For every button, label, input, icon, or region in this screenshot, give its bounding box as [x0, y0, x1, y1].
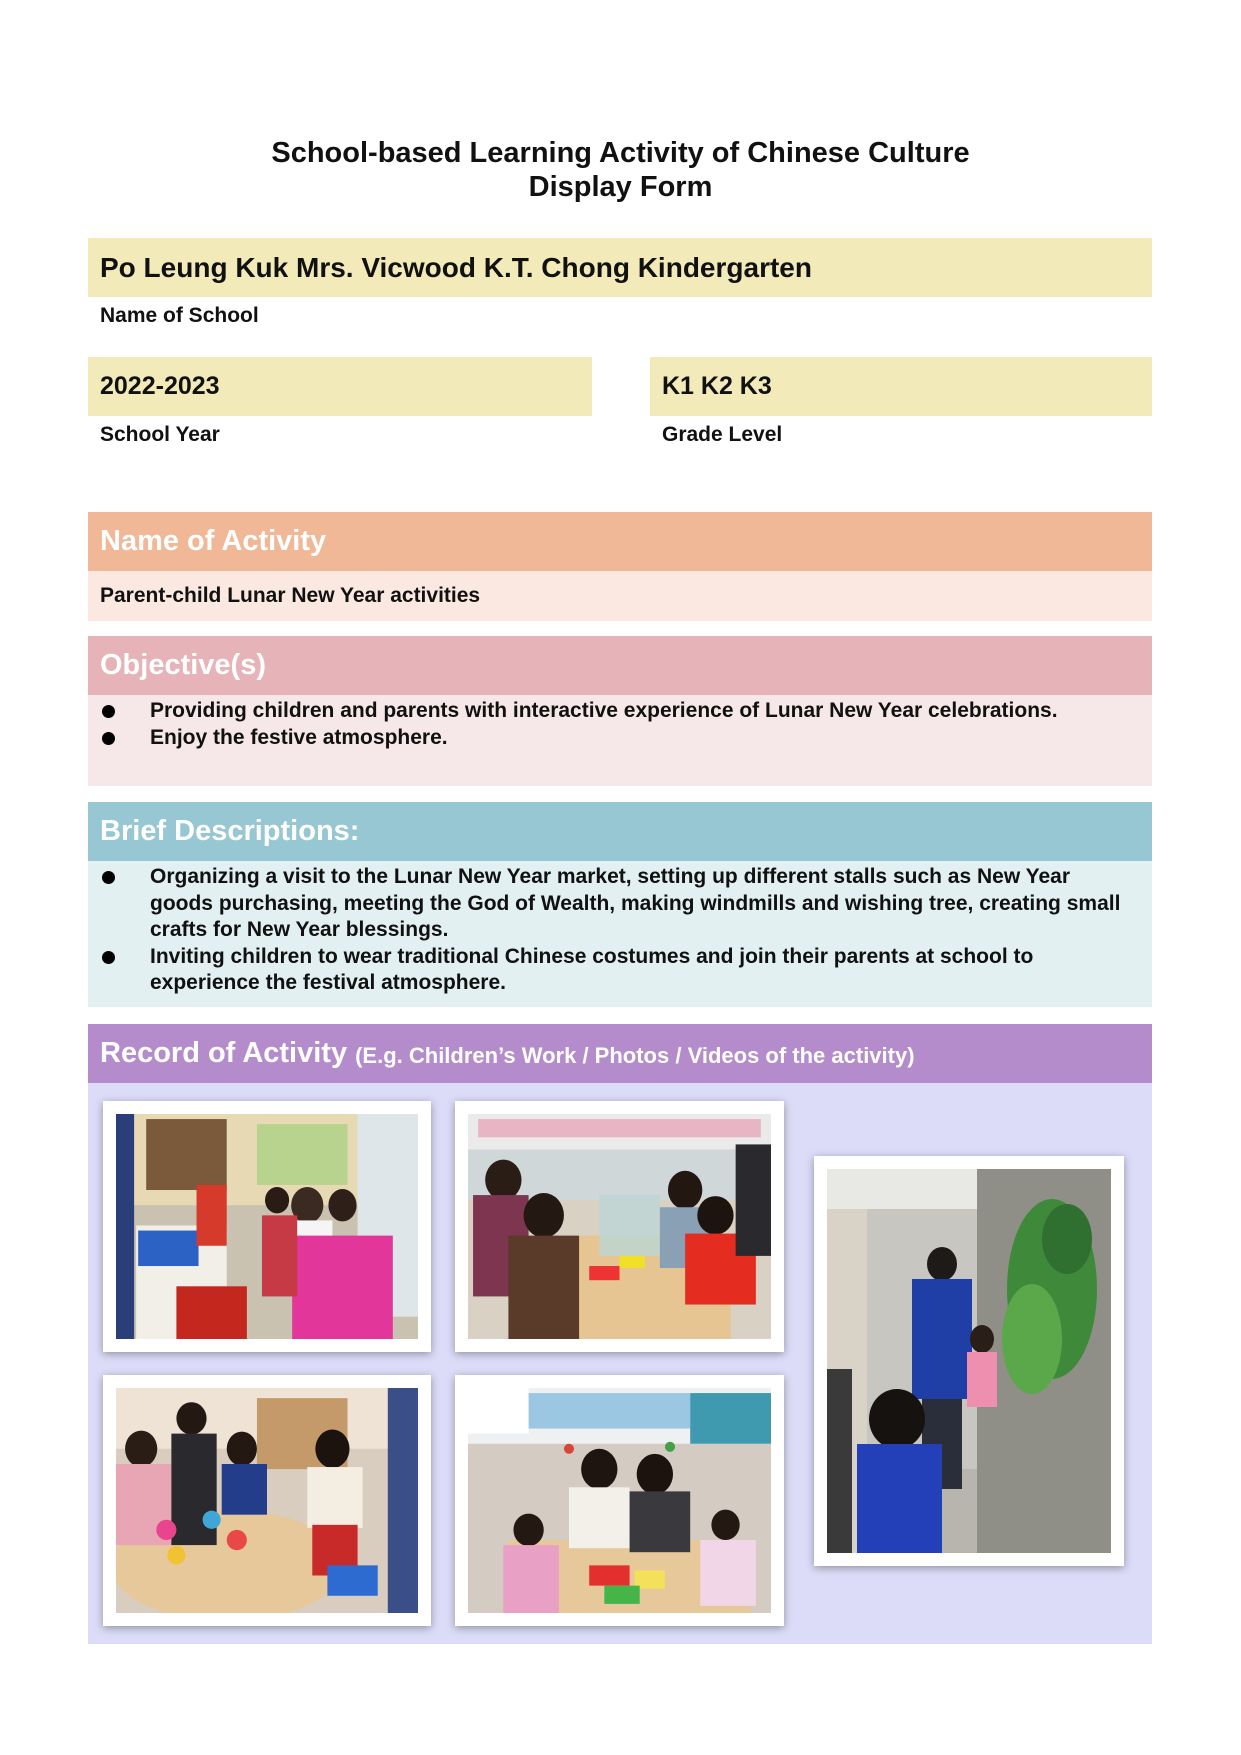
activity-name-value: Parent-child Lunar New Year activities [100, 584, 481, 607]
activity-photo-crafts-table [455, 1101, 784, 1352]
activity-name-heading: Name of Activity [100, 525, 327, 557]
description-item: Inviting children to wear traditional Chinese costumes and join their parents at school to experience the festival atmosphere. [88, 944, 1152, 997]
grade-level-caption: Grade Level [662, 423, 783, 446]
activity-photo-classroom-crafts [455, 1375, 784, 1626]
objectives-list [88, 698, 1152, 751]
objective-item: Enjoy the festive atmosphere. [88, 725, 1152, 752]
photo-classroom-crafts-image [468, 1388, 771, 1613]
bullet-icon [102, 705, 115, 718]
record-header [88, 1024, 1152, 1083]
objectives-heading: Objective(s) [100, 649, 266, 681]
descriptions-list [88, 864, 1152, 997]
school-name-value: Po Leung Kuk Mrs. Vicwood K.T. Chong Kindergarten [100, 251, 812, 283]
activity-name-header [88, 512, 1152, 571]
photo-market-stall-image [116, 1114, 418, 1339]
school-year-caption: School Year [100, 423, 220, 446]
photo-round-table-image [116, 1388, 418, 1613]
record-subheading: (E.g. Children’s Work / Photos / Videos of the activity) [355, 1042, 915, 1068]
objective-item: Providing children and parents with interactive experience of Lunar New Year celebrations. [88, 698, 1152, 725]
bullet-icon [102, 871, 115, 884]
objectives-body [88, 695, 1152, 786]
activity-name-body [88, 571, 1152, 621]
school-year-value: 2022-2023 [100, 372, 220, 400]
title-line-1: School-based Learning Activity of Chinese Culture [271, 137, 970, 169]
objectives-header [88, 636, 1152, 695]
activity-photo-wishing-tree [814, 1156, 1124, 1566]
school-year-field [88, 357, 592, 416]
title-line-2: Display Form [528, 171, 713, 203]
bullet-icon [102, 951, 115, 964]
activity-photo-round-table [103, 1375, 431, 1626]
photo-crafts-table-image [468, 1114, 771, 1339]
descriptions-header [88, 802, 1152, 861]
grade-level-field [650, 357, 1152, 416]
activity-photo-market-stall [103, 1101, 431, 1352]
school-name-field [88, 238, 1152, 297]
bullet-icon [102, 732, 115, 745]
photo-wishing-tree-image [827, 1169, 1111, 1553]
record-heading: Record of Activity [100, 1037, 348, 1069]
grade-level-value: K1 K2 K3 [662, 372, 772, 400]
descriptions-heading: Brief Descriptions: [100, 815, 360, 847]
descriptions-body [88, 861, 1152, 1007]
description-item: Organizing a visit to the Lunar New Year market, setting up different stalls such as New Year goods purchasing, meeting the God of Wealth, making windmills and wishing tree, creating small crafts for New Year blessings. [88, 864, 1152, 944]
form-title [0, 136, 1241, 204]
school-name-caption: Name of School [100, 304, 259, 327]
